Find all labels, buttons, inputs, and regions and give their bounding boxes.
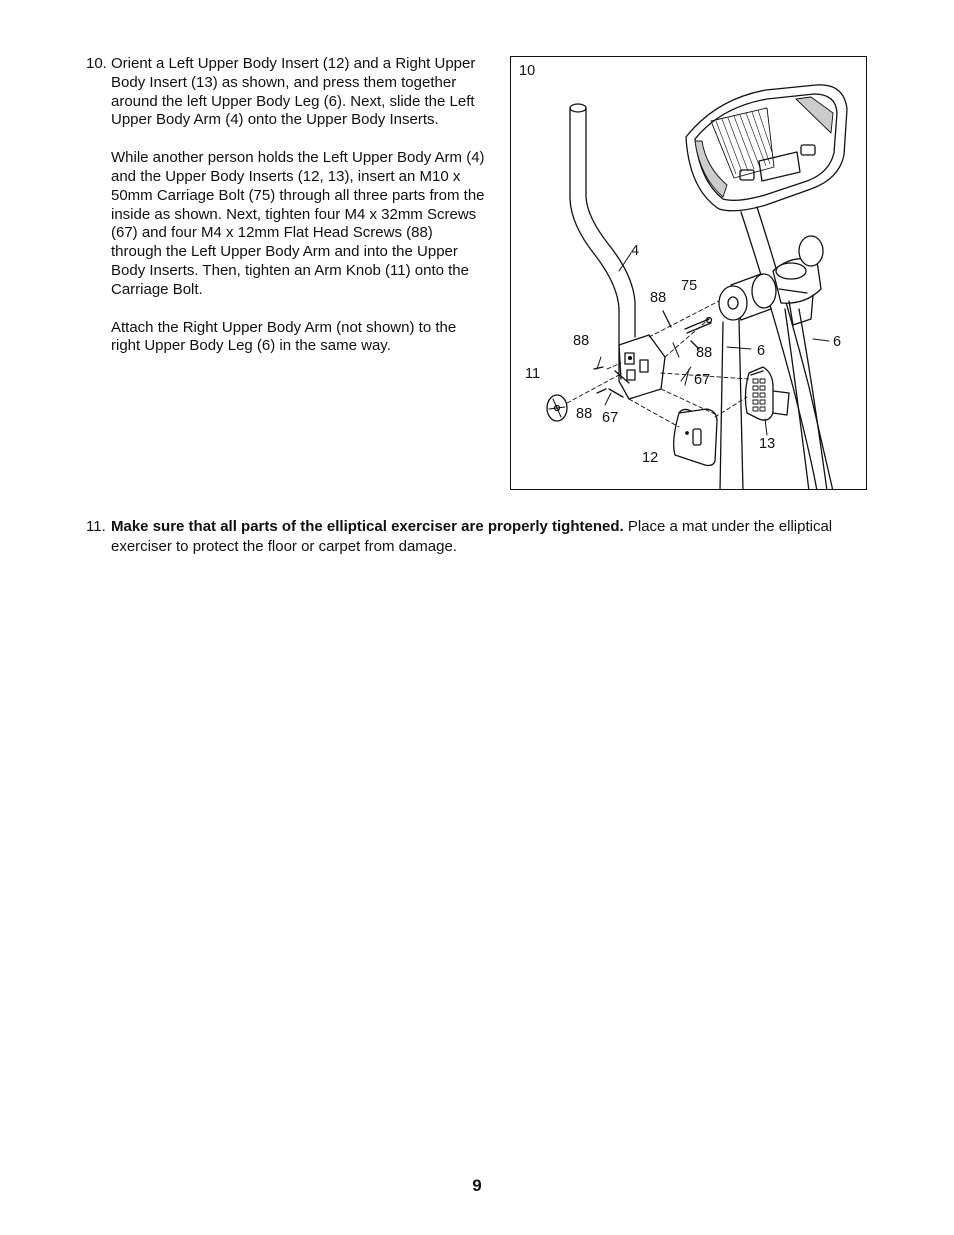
bold-warning: Make sure that all parts of the elliptical exerciser are properly tightened. <box>111 518 624 535</box>
upper-body-arm-drawing <box>570 104 665 399</box>
arm-knob-drawing <box>547 395 567 421</box>
assembly-drawing <box>511 57 867 490</box>
callout-screw-left: 88 <box>573 333 590 349</box>
instruction-paragraph: While another person holds the Left Upper Body Arm (4) and the Upper Body Inserts (12, 13), insert an M10 x 50mm Carriage Bolt (75) through all three parts from the inside as shown. Next, tighten four M4 x 32mm Screws (67) and four M4 x 12mm Flat Head Screws (88) through the Left Upper Body Arm and into the Upper Body Inserts. Then, tighten an Arm Knob (11) onto the Carriage Bolt. <box>111 149 485 298</box>
callout-screw-top: 88 <box>650 290 667 306</box>
callout-screw-mid: 88 <box>696 345 713 361</box>
callout-screw-lower-group: 67 <box>602 410 619 426</box>
figure-step-label: 10 <box>519 63 536 79</box>
console-drawing <box>686 85 847 211</box>
instruction-paragraph: Orient a Left Upper Body Insert (12) and a Right Upper Body Insert (13) as shown, and press them together around the left Upper Body Leg (6). Next, slide the Left Upper Body Arm (4) onto the Upper Body Inserts. <box>111 55 476 129</box>
callout-insert-left: 12 <box>642 450 659 466</box>
right-insert-drawing <box>745 367 789 420</box>
assembly-figure <box>510 56 867 490</box>
instruction-paragraph: Attach the Right Upper Body Arm (not shown) to the right Upper Body Leg (6) in the same way. <box>111 318 457 355</box>
instruction-paragraph <box>111 517 866 556</box>
left-insert-drawing <box>674 409 717 466</box>
step-number: 11. <box>86 518 106 535</box>
callout-arm: 4 <box>631 243 640 259</box>
step-body <box>111 55 486 375</box>
step-number: 10. <box>86 55 107 72</box>
callout-insert-right: 13 <box>759 436 776 452</box>
bolt-sleeve-drawing <box>719 274 776 320</box>
callout-leg-outer: 6 <box>833 334 842 350</box>
callout-leg-inner: 6 <box>757 343 766 359</box>
callout-bolt: 75 <box>681 278 698 294</box>
assembled-bracket-drawing <box>773 236 823 325</box>
callout-knob: 11 <box>525 366 541 382</box>
page-number: 9 <box>472 1176 482 1195</box>
instruction-text: Place a mat under the elliptical exerciser to protect the floor or carpet from damage. <box>111 518 833 555</box>
callout-screw-bottom: 88 <box>576 406 593 422</box>
callout-screw-upper-group: 67 <box>694 372 711 388</box>
